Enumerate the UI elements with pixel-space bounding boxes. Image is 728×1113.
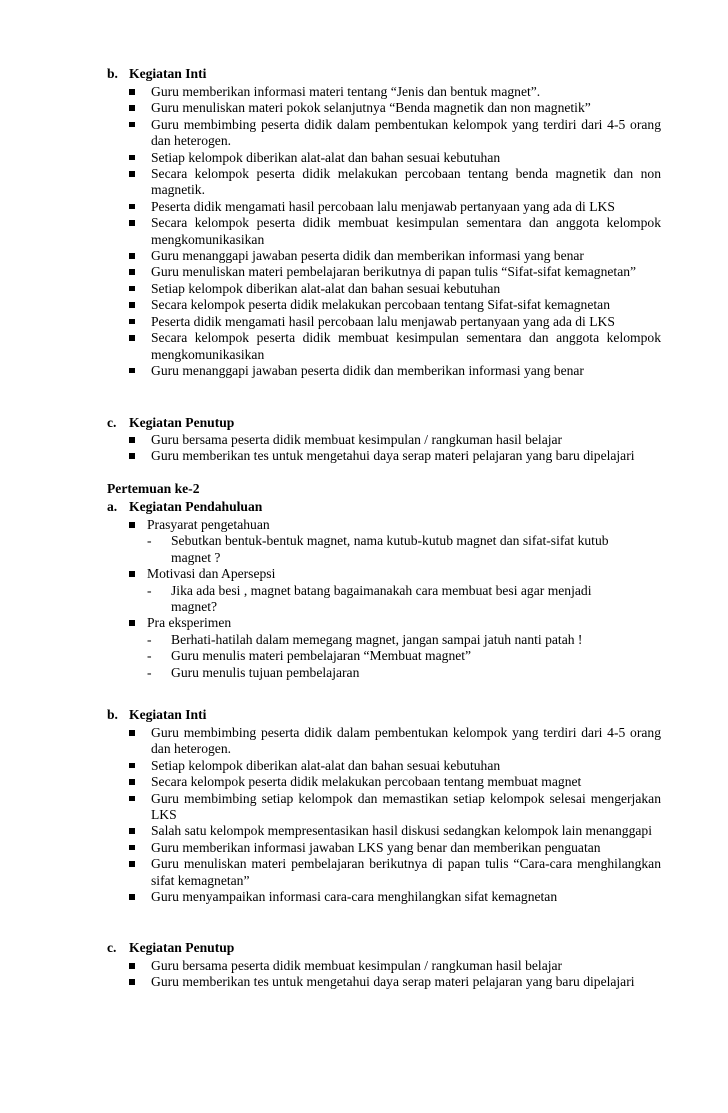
dash-bullet: - [147, 631, 152, 647]
square-bullet-icon [129, 302, 135, 308]
penutup-list-1 [127, 432, 661, 465]
list-item [127, 974, 661, 990]
list-item [127, 297, 661, 313]
list-item-text: Salah satu kelompok mempresentasikan hasil diskusi sedangkan kelompok lain menanggapi [151, 823, 652, 839]
square-bullet-icon [129, 828, 135, 834]
list-item-label: Motivasi dan Apersepsi [147, 566, 276, 582]
list-item-text: Secara kelompok peserta didik melakukan percobaan tentang Sifat-sifat kemagnetan [151, 297, 610, 313]
list-item-text: Guru memberikan tes untuk mengetahui daya serap materi pelajaran yang baru dipelajari [151, 448, 635, 464]
list-item [127, 248, 661, 264]
list-item [127, 281, 661, 297]
list-item-text: Secara kelompok peserta didik melakukan percobaan tentang benda magnetik dan non magnetik. [151, 166, 661, 198]
sub-list-item-text: Sebutkan bentuk-bentuk magnet, nama kutub-kutub magnet dan sifat-sifat kutub magnet ? [171, 533, 609, 565]
list-item [127, 758, 661, 774]
list-item-text: Guru membimbing setiap kelompok dan memastikan setiap kelompok selesai mengerjakan LKS [151, 790, 661, 823]
list-item [127, 84, 661, 100]
list-item [127, 150, 661, 166]
list-item [127, 566, 637, 615]
square-bullet-icon [129, 894, 135, 900]
square-bullet-icon [129, 335, 135, 341]
section-letter: b. [107, 707, 118, 722]
list-item [127, 840, 661, 856]
dash-bullet: - [147, 664, 152, 680]
section-title: Kegiatan Inti [129, 66, 207, 81]
sub-list-item [147, 648, 637, 664]
list-item [127, 856, 661, 889]
square-bullet-icon [129, 453, 135, 459]
list-item [127, 117, 661, 150]
section-letter: c. [107, 415, 117, 430]
square-bullet-icon [129, 286, 135, 292]
list-item [127, 889, 661, 905]
sub-list [147, 583, 637, 616]
section-heading-inti-1 [107, 66, 206, 82]
list-item [127, 725, 661, 758]
section-letter: a. [107, 499, 118, 514]
square-bullet-icon [129, 122, 135, 128]
meeting-2-title: Pertemuan ke-2 [107, 481, 200, 496]
list-item-text: Guru membimbing peserta didik dalam pembentukan kelompok yang terdiri dari 4-5 orang dan heterogen. [151, 725, 661, 757]
square-bullet-icon [129, 220, 135, 226]
section-title: Kegiatan Pendahuluan [129, 499, 263, 514]
list-item-text: Guru bersama peserta didik membuat kesimpulan / rangkuman hasil belajar [151, 432, 563, 447]
square-bullet-icon [129, 204, 135, 210]
dash-bullet: - [147, 533, 152, 549]
list-item [127, 774, 661, 790]
sub-list-item [147, 632, 637, 648]
sub-list-item [147, 583, 637, 616]
list-item-text: Guru menanggapi jawaban peserta didik dan memberikan informasi yang benar [151, 362, 584, 378]
sub-list-item-text: Jika ada besi , magnet batang bagaimanakah cara membuat besi agar menjadi magnet? [171, 582, 592, 615]
section-heading-penutup-1 [107, 415, 234, 431]
square-bullet-icon [129, 171, 135, 177]
list-item-label: Prasyarat pengetahuan [147, 517, 270, 532]
list-item-text: Guru memberikan tes untuk mengetahui daya serap materi pelajaran yang baru dipelajari [151, 974, 635, 990]
section-title: Kegiatan Penutup [129, 415, 235, 430]
square-bullet-icon [129, 319, 135, 325]
sub-list [147, 632, 637, 681]
square-bullet-icon [129, 571, 135, 577]
list-item [127, 363, 661, 379]
section-title: Kegiatan Inti [129, 707, 207, 722]
list-item [127, 330, 661, 363]
square-bullet-icon [129, 437, 135, 443]
square-bullet-icon [129, 845, 135, 851]
square-bullet-icon [129, 730, 135, 736]
list-item-text: Guru bersama peserta didik membuat kesimpulan / rangkuman hasil belajar [151, 958, 563, 973]
list-item-text: Setiap kelompok diberikan alat-alat dan bahan sesuai kebutuhan [151, 757, 501, 773]
list-item-label: Pra eksperimen [147, 615, 232, 631]
list-item [127, 615, 637, 681]
list-item [127, 517, 637, 566]
list-item-text: Setiap kelompok diberikan alat-alat dan bahan sesuai kebutuhan [151, 280, 501, 296]
pendahuluan-list-2 [127, 517, 637, 681]
square-bullet-icon [129, 522, 135, 528]
square-bullet-icon [129, 963, 135, 969]
list-item [127, 432, 661, 448]
section-heading-inti-2 [107, 707, 206, 723]
sub-list-item-text: Berhati-hatilah dalam memegang magnet, jangan sampai jatuh nanti patah ! [171, 631, 583, 647]
dash-bullet: - [147, 648, 152, 664]
sub-list-item [147, 665, 637, 681]
list-item-text: Guru menuliskan materi pembelajaran berikutnya di papan tulis “Sifat-sifat kemagnetan” [151, 264, 637, 280]
section-letter: c. [107, 940, 117, 955]
section-letter: b. [107, 66, 118, 81]
inti-list-1 [127, 84, 661, 379]
list-item-text: Secara kelompok peserta didik membuat kesimpulan sementara dan anggota kelompok mengkomunikasikan [151, 215, 661, 247]
list-item [127, 199, 661, 215]
list-item [127, 448, 661, 464]
square-bullet-icon [129, 89, 135, 95]
list-item-text: Peserta didik mengamati hasil percobaan lalu menjawab pertanyaan yang ada di LKS [151, 198, 615, 214]
square-bullet-icon [129, 979, 135, 985]
list-item-text: Guru memberikan informasi materi tentang “Jenis dan bentuk magnet”. [151, 84, 541, 99]
dash-bullet: - [147, 582, 152, 598]
sub-list-item-text: Guru menulis tujuan pembelajaran [171, 664, 360, 680]
section-title: Kegiatan Penutup [129, 940, 235, 955]
sub-list-item-text: Guru menulis materi pembelajaran “Membuat magnet” [171, 648, 472, 664]
section-heading-penutup-2 [107, 940, 234, 956]
list-item-text: Setiap kelompok diberikan alat-alat dan bahan sesuai kebutuhan [151, 149, 501, 165]
list-item-text: Guru memberikan informasi jawaban LKS yang benar dan memberikan penguatan [151, 839, 601, 855]
square-bullet-icon [129, 763, 135, 769]
list-item-text: Guru menanggapi jawaban peserta didik dan memberikan informasi yang benar [151, 248, 584, 264]
list-item-text: Peserta didik mengamati hasil percobaan lalu menjawab pertanyaan yang ada di LKS [151, 313, 615, 329]
square-bullet-icon [129, 779, 135, 785]
square-bullet-icon [129, 105, 135, 111]
list-item-text: Guru menuliskan materi pembelajaran berikutnya di papan tulis “Cara-cara menghilangkan sifat kemagnetan” [151, 856, 661, 888]
square-bullet-icon [129, 861, 135, 867]
square-bullet-icon [129, 253, 135, 259]
list-item [127, 215, 661, 248]
list-item-text: Guru menuliskan materi pokok selanjutnya “Benda magnetik dan non magnetik” [151, 100, 591, 116]
square-bullet-icon [129, 796, 135, 802]
list-item [127, 166, 661, 199]
section-heading-pendahuluan-2 [107, 499, 262, 515]
list-item-text: Secara kelompok peserta didik membuat kesimpulan sementara dan anggota kelompok mengkomunikasikan [151, 330, 661, 362]
square-bullet-icon [129, 620, 135, 626]
list-item [127, 264, 661, 280]
square-bullet-icon [129, 269, 135, 275]
list-item [127, 314, 661, 330]
list-item [127, 823, 661, 839]
sub-list-item [147, 533, 637, 566]
penutup-list-2 [127, 958, 661, 991]
list-item [127, 791, 661, 824]
square-bullet-icon [129, 368, 135, 374]
sub-list [147, 533, 637, 566]
list-item-text: Secara kelompok peserta didik melakukan percobaan tentang membuat magnet [151, 774, 582, 790]
list-item-text: Guru membimbing peserta didik dalam pembentukan kelompok yang terdiri dari 4-5 orang dan heterogen. [151, 116, 661, 149]
list-item [127, 100, 661, 116]
list-item-text: Guru menyampaikan informasi cara-cara menghilangkan sifat kemagnetan [151, 889, 558, 905]
square-bullet-icon [129, 155, 135, 161]
list-item [127, 958, 661, 974]
inti-list-2 [127, 725, 661, 905]
